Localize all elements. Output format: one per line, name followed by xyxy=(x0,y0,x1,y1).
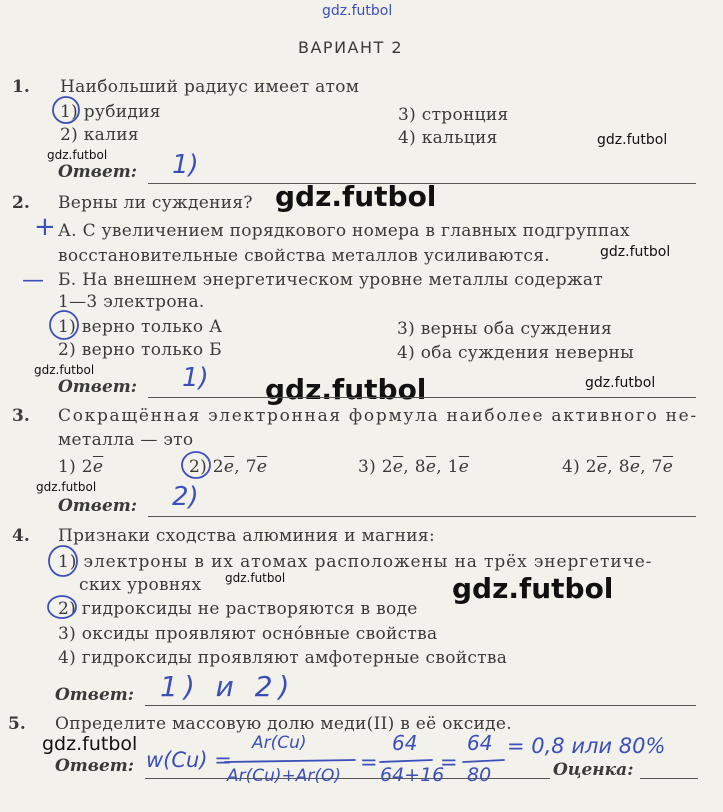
solution-frac1-num: Ar(Cu) xyxy=(252,733,307,753)
solution-frac1-den: Ar(Cu)+Ar(O) xyxy=(227,766,342,786)
solution-w: w(Cu) = xyxy=(146,748,232,772)
q4-question: Признаки сходства алюминия и магния: xyxy=(58,526,435,546)
circle-mark-q3 xyxy=(182,452,210,478)
q4-answer-handwritten: 1) и 2) xyxy=(160,670,296,703)
q3-term: 2 xyxy=(381,457,393,477)
circle-mark-q4-2 xyxy=(48,596,76,618)
watermark: gdz.futbol xyxy=(597,132,668,148)
circle-mark-q4-1 xyxy=(49,546,77,576)
q4-option-3: 3) оксиды проявляют осно́вные свойства xyxy=(58,624,438,644)
q4-number: 4. xyxy=(12,526,30,546)
q3-term: , 7 xyxy=(234,457,257,477)
watermark: gdz.futbol xyxy=(275,180,437,213)
q1-option-2: 2) калия xyxy=(60,125,139,145)
q2-mark-b: — xyxy=(22,268,44,293)
q2-answer-label: Ответ: xyxy=(58,377,138,397)
q3-question-line2: металла — это xyxy=(58,430,194,450)
fraction-bar-3 xyxy=(463,760,504,762)
solution-frac2-den: 64+16 xyxy=(380,764,445,786)
q2-option-1: 1) верно только А xyxy=(58,317,223,337)
q4-option-4: 4) гидроксиды проявляют амфотерные свойства xyxy=(58,648,508,668)
solution-eq1: = xyxy=(360,750,378,774)
q1-answer-label: Ответ: xyxy=(58,162,138,182)
electron-symbol: $\overline{e}$ xyxy=(223,457,235,477)
q3-answer-handwritten: 2) xyxy=(172,482,199,512)
watermark: gdz.futbol xyxy=(47,148,108,162)
q1-question: Наибольший радиус имеет атом xyxy=(60,77,360,97)
q1-answer-handwritten: 1) xyxy=(172,150,199,180)
q1-option-4: 4) кальция xyxy=(398,128,498,148)
variant-title: ВАРИАНТ 2 xyxy=(298,38,404,57)
q2-answer-handwritten: 1) xyxy=(182,363,209,393)
electron-symbol: $\overline{e}$ xyxy=(92,457,104,477)
watermark: gdz.futbol xyxy=(36,480,97,494)
q1-number: 1. xyxy=(12,77,30,97)
solution-frac3-num: 64 xyxy=(467,731,493,755)
watermark: gdz.futbol xyxy=(34,363,95,377)
electron-symbol: $\overline{e}$ xyxy=(629,457,641,477)
q3-option-number: 4) xyxy=(562,457,581,477)
electron-symbol: $\overline{e}$ xyxy=(596,457,608,477)
q3-option-number: 1) xyxy=(58,457,77,477)
fraction-bar-1 xyxy=(225,760,355,762)
q4-option-2: 2) гидроксиды не растворяются в воде xyxy=(58,599,418,619)
q5-number: 5. xyxy=(8,714,26,734)
grade-label: Оценка: xyxy=(553,760,634,780)
q3-question-line1: Сокращённая электронная формула наиболее активного не- xyxy=(58,406,698,426)
electron-symbol: $\overline{e}$ xyxy=(662,457,674,477)
solution-frac3-den: 80 xyxy=(467,764,492,786)
q3-term: , 8 xyxy=(403,457,426,477)
q3-term: , 8 xyxy=(607,457,630,477)
q2-statement-a-line1: А. С увеличением порядкового номера в главных подгруппах xyxy=(58,221,630,241)
q2-mark-a: + xyxy=(34,212,56,242)
q2-number: 2. xyxy=(12,193,30,213)
solution-result: = 0,8 или 80% xyxy=(507,734,666,758)
watermark: gdz.futbol xyxy=(600,244,671,260)
q4-answer-label: Ответ: xyxy=(55,685,135,705)
solution-eq2: = xyxy=(440,750,458,774)
q3-option-number: 2) xyxy=(189,457,208,477)
q2-option-4: 4) оба суждения неверны xyxy=(397,343,635,363)
circle-mark-q2 xyxy=(50,311,78,339)
q3-term: , 1 xyxy=(436,457,459,477)
q4-option-1-line1: 1) электроны в их атомах расположены на трёх энергетиче- xyxy=(58,552,653,572)
watermark: gdz.futbol xyxy=(452,572,614,605)
fraction-bar-2 xyxy=(380,760,432,762)
q3-term: 2 xyxy=(585,457,597,477)
watermark: gdz.futbol xyxy=(265,373,427,406)
q3-option-number: 3) xyxy=(358,457,377,477)
q3-answer-label: Ответ: xyxy=(58,496,138,516)
q2-statement-a-line2: восстановительные свойства металлов усиливаются. xyxy=(58,246,550,266)
circle-mark-q1 xyxy=(53,97,79,123)
q1-option-1: 1) рубидия xyxy=(60,102,161,122)
watermark: gdz.futbol xyxy=(585,375,656,391)
electron-symbol: $\overline{e}$ xyxy=(256,457,268,477)
q2-option-2: 2) верно только Б xyxy=(58,340,222,360)
q1-option-3: 3) стронция xyxy=(398,105,509,125)
q3-number: 3. xyxy=(12,406,30,426)
q2-statement-b-line1: Б. На внешнем энергетическом уровне металлы содержат xyxy=(58,270,604,290)
electron-symbol: $\overline{e}$ xyxy=(458,457,470,477)
q3-term: 2 xyxy=(212,457,224,477)
q5-question: Определите массовую долю меди(II) в её оксиде. xyxy=(55,714,512,734)
q2-option-3: 3) верны оба суждения xyxy=(397,319,613,339)
solution-frac2-num: 64 xyxy=(392,731,418,755)
watermark: gdz.futbol xyxy=(42,733,138,755)
q3-term: 2 xyxy=(81,457,93,477)
electron-symbol: $\overline{e}$ xyxy=(425,457,437,477)
watermark: gdz.futbol xyxy=(225,571,286,585)
q2-statement-b-line2: 1—3 электрона. xyxy=(58,292,205,312)
electron-symbol: $\overline{e}$ xyxy=(392,457,404,477)
q2-question: Верны ли суждения? xyxy=(58,193,253,213)
q3-term: , 7 xyxy=(640,457,663,477)
q4-option-1-line2: ских уровнях xyxy=(79,575,202,595)
q5-answer-label: Ответ: xyxy=(55,756,135,776)
watermark: gdz.futbol xyxy=(322,3,393,19)
